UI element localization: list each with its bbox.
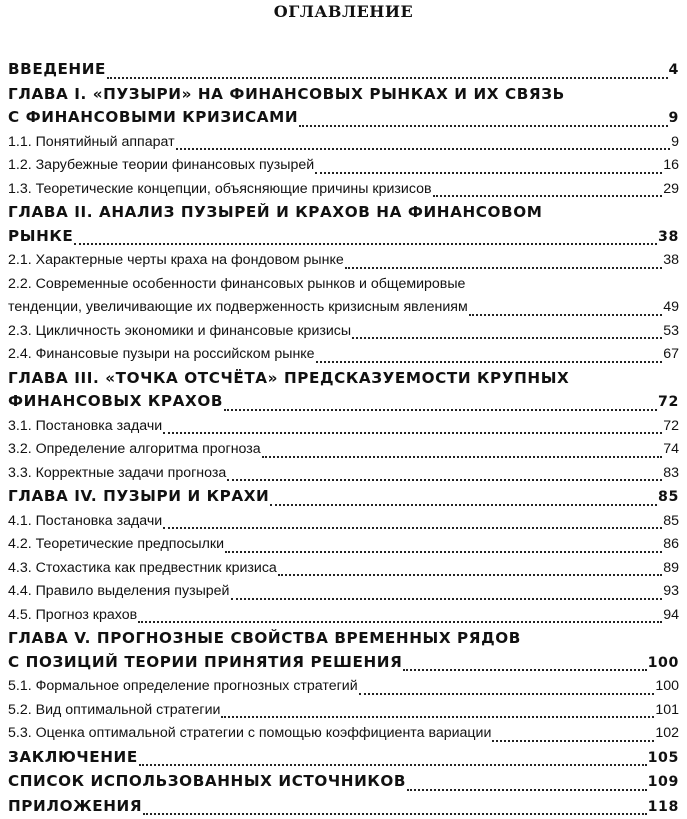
dot-leader xyxy=(262,455,663,458)
dot-leader xyxy=(74,242,657,245)
toc-page-number: 72 xyxy=(658,391,679,415)
toc-section-entry[interactable] xyxy=(8,604,679,628)
toc-entry-line xyxy=(8,604,679,628)
toc-entry-line xyxy=(8,249,679,273)
dot-leader xyxy=(139,763,647,766)
dot-leader xyxy=(299,124,667,127)
dot-leader xyxy=(227,478,662,481)
toc-entry-title: 3.3. Корректные задачи прогноза xyxy=(8,462,226,486)
toc-section-entry[interactable] xyxy=(8,320,679,344)
dot-leader xyxy=(407,788,646,791)
toc-entry-title: С ФИНАНСОВЫМИ КРИЗИСАМИ xyxy=(8,106,298,130)
dot-leader xyxy=(345,266,662,269)
toc-page-number: 100 xyxy=(655,675,679,699)
toc-entry-line xyxy=(8,557,679,581)
toc-entry-title: ФИНАНСОВЫХ КРАХОВ xyxy=(8,390,223,414)
toc-entry-title: 5.3. Оценка оптимальной стратегии с помощью коэффициента вариации xyxy=(8,722,491,746)
dot-leader xyxy=(225,550,662,553)
dot-leader xyxy=(176,147,671,150)
dot-leader xyxy=(315,171,662,174)
dot-leader xyxy=(163,526,662,529)
toc-entry-line xyxy=(8,320,679,344)
toc-entry-text-line: 2.2. Современные особенности финансовых рынков и общемировые xyxy=(8,273,679,297)
toc-section-entry[interactable] xyxy=(8,343,679,367)
toc-page-number: 118 xyxy=(648,796,679,819)
toc-page-number: 9 xyxy=(669,107,679,131)
dot-leader xyxy=(469,313,662,316)
toc-entry-text-line: ГЛАВА II. АНАЛИЗ ПУЗЫРЕЙ И КРАХОВ НА ФИНАНСОВОМ xyxy=(8,201,679,225)
toc-entry-line xyxy=(8,343,679,367)
toc-entry-title: ЗАКЛЮЧЕНИЕ xyxy=(8,746,138,770)
toc-section-entry[interactable] xyxy=(8,699,679,723)
toc-entry-line xyxy=(8,675,679,699)
toc-entry-title: 5.1. Формальное определение прогнозных стратегий xyxy=(8,675,358,699)
toc-chapter-entry[interactable] xyxy=(8,485,679,510)
toc-entry-title: 4.5. Прогноз крахов xyxy=(8,604,137,628)
toc-entry-title: ПРИЛОЖЕНИЯ xyxy=(8,795,142,819)
dot-leader xyxy=(221,715,654,718)
toc-section-entry[interactable] xyxy=(8,533,679,557)
dot-leader xyxy=(278,573,662,576)
toc-page-number: 85 xyxy=(658,486,679,510)
toc-page-number: 102 xyxy=(655,722,679,746)
toc-entry-title: 4.1. Постановка задачи xyxy=(8,510,162,534)
toc-entry-title: ГЛАВА IV. ПУЗЫРИ И КРАХИ xyxy=(8,485,269,509)
toc-entry-line xyxy=(8,438,679,462)
dot-leader xyxy=(224,408,657,411)
toc-page-number: 85 xyxy=(663,510,679,534)
toc-page-number: 29 xyxy=(663,178,679,202)
toc-entry-line xyxy=(8,106,679,131)
toc-entry-line xyxy=(8,485,679,510)
toc-page-number: 100 xyxy=(648,652,679,676)
toc-section-entry[interactable] xyxy=(8,462,679,486)
toc-entry-line xyxy=(8,154,679,178)
toc-entry-line xyxy=(8,131,679,155)
toc-entry-line xyxy=(8,178,679,202)
toc-entry-line xyxy=(8,770,679,795)
dot-leader xyxy=(107,76,667,79)
toc-section-entry[interactable] xyxy=(8,249,679,273)
toc-entry-line xyxy=(8,722,679,746)
toc-entry-title: 1.2. Зарубежные теории финансовых пузырей xyxy=(8,154,314,178)
toc-section-entry[interactable] xyxy=(8,154,679,178)
table-of-contents xyxy=(8,58,679,819)
toc-entry-title: С ПОЗИЦИЙ ТЕОРИИ ПРИНЯТИЯ РЕШЕНИЯ xyxy=(8,651,402,675)
toc-section-entry[interactable] xyxy=(8,675,679,699)
toc-section-entry[interactable] xyxy=(8,438,679,462)
toc-chapter-entry[interactable] xyxy=(8,83,679,131)
toc-page-number: 67 xyxy=(663,343,679,367)
toc-entry-title: 2.4. Финансовые пузыри на российском рынке xyxy=(8,343,315,367)
toc-section-entry[interactable] xyxy=(8,131,679,155)
toc-entry-title: СПИСОК ИСПОЛЬЗОВАННЫХ ИСТОЧНИКОВ xyxy=(8,770,406,794)
toc-entry-line xyxy=(8,746,679,771)
toc-page-number: 38 xyxy=(663,249,679,273)
toc-entry-line xyxy=(8,510,679,534)
toc-entry-line xyxy=(8,699,679,723)
toc-page-number: 72 xyxy=(663,415,679,439)
toc-entry-line xyxy=(8,651,679,676)
toc-chapter-entry[interactable] xyxy=(8,367,679,415)
toc-section-entry[interactable] xyxy=(8,557,679,581)
toc-page-number: 94 xyxy=(663,604,679,628)
toc-page-number: 16 xyxy=(663,154,679,178)
toc-section-entry[interactable] xyxy=(8,178,679,202)
toc-entry-line xyxy=(8,390,679,415)
dot-leader xyxy=(403,668,646,671)
toc-entry-line xyxy=(8,795,679,819)
toc-page-number: 38 xyxy=(658,226,679,250)
toc-entry-line xyxy=(8,462,679,486)
toc-page-number: 105 xyxy=(648,747,679,771)
toc-entry-title: 4.3. Стохастика как предвестник кризиса xyxy=(8,557,277,581)
dot-leader xyxy=(492,739,654,742)
toc-entry-title: 3.1. Постановка задачи xyxy=(8,415,162,439)
toc-entry-title: 1.3. Теоретические концепции, объясняющие причины кризисов xyxy=(8,178,432,202)
dot-leader xyxy=(316,360,663,363)
toc-page-number: 83 xyxy=(663,462,679,486)
toc-section-entry[interactable] xyxy=(8,510,679,534)
toc-chapter-entry[interactable] xyxy=(8,746,679,771)
dot-leader xyxy=(352,336,662,339)
toc-entry-title: 4.4. Правило выделения пузырей xyxy=(8,580,230,604)
dot-leader xyxy=(359,692,655,695)
toc-entry-title: 1.1. Понятийный аппарат xyxy=(8,131,175,155)
toc-page-number: 89 xyxy=(663,557,679,581)
toc-entry-line xyxy=(8,225,679,250)
toc-entry-text-line: ГЛАВА I. «ПУЗЫРИ» НА ФИНАНСОВЫХ РЫНКАХ И ИХ СВЯЗЬ xyxy=(8,83,679,107)
toc-entry-line xyxy=(8,533,679,557)
dot-leader xyxy=(231,597,663,600)
toc-entry-line xyxy=(8,58,679,83)
toc-section-entry[interactable] xyxy=(8,415,679,439)
dot-leader xyxy=(270,503,657,506)
toc-entry-title: 5.2. Вид оптимальной стратегии xyxy=(8,699,220,723)
dot-leader xyxy=(143,812,646,815)
dot-leader xyxy=(163,431,662,434)
dot-leader xyxy=(138,620,662,623)
toc-entry-text-line: ГЛАВА III. «ТОЧКА ОТСЧЁТА» ПРЕДСКАЗУЕМОСТИ КРУПНЫХ xyxy=(8,367,679,391)
toc-chapter-entry[interactable] xyxy=(8,770,679,795)
toc-entry-line xyxy=(8,296,679,320)
toc-page-number: 49 xyxy=(663,296,679,320)
toc-chapter-entry[interactable] xyxy=(8,795,679,819)
toc-page-number: 74 xyxy=(663,438,679,462)
toc-section-entry[interactable] xyxy=(8,273,679,320)
dot-leader xyxy=(433,194,663,197)
toc-page-number: 109 xyxy=(648,771,679,795)
toc-entry-title: 2.1. Характерные черты краха на фондовом рынке xyxy=(8,249,344,273)
toc-section-entry[interactable] xyxy=(8,580,679,604)
toc-page-number: 86 xyxy=(663,533,679,557)
toc-page-number: 101 xyxy=(655,699,679,723)
toc-entry-line xyxy=(8,580,679,604)
toc-entry-title: 2.3. Цикличность экономики и финансовые кризисы xyxy=(8,320,351,344)
toc-section-entry[interactable] xyxy=(8,722,679,746)
toc-chapter-entry[interactable] xyxy=(8,58,679,83)
toc-heading: ОГЛАВЛЕНИЕ xyxy=(0,2,687,21)
toc-page-number: 4 xyxy=(669,59,679,83)
toc-page-number: 9 xyxy=(671,131,679,155)
toc-entry-title: тенденции, увеличивающие их подверженность кризисным явлениям xyxy=(8,296,468,320)
toc-entry-text-line: ГЛАВА V. ПРОГНОЗНЫЕ СВОЙСТВА ВРЕМЕННЫХ РЯДОВ xyxy=(8,627,679,651)
toc-entry-title: 3.2. Определение алгоритма прогноза xyxy=(8,438,261,462)
toc-page-number: 53 xyxy=(663,320,679,344)
toc-page-number: 93 xyxy=(663,580,679,604)
toc-entry-title: 4.2. Теоретические предпосылки xyxy=(8,533,224,557)
toc-entry-title: ВВЕДЕНИЕ xyxy=(8,58,106,82)
toc-entry-line xyxy=(8,415,679,439)
toc-chapter-entry[interactable] xyxy=(8,201,679,249)
toc-chapter-entry[interactable] xyxy=(8,627,679,675)
toc-entry-title: РЫНКЕ xyxy=(8,225,73,249)
